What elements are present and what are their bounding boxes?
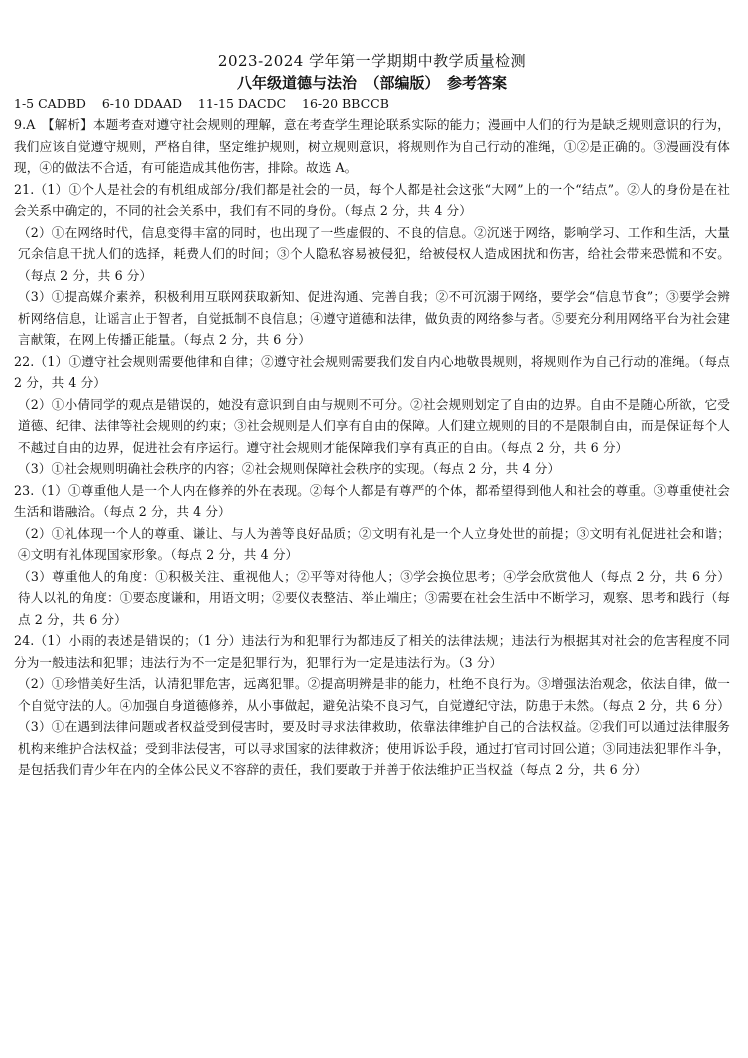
page-subtitle: 八年级道德与法治 （部编版） 参考答案 <box>236 74 507 92</box>
answer-23-2: （2）①礼体现一个人的尊重、谦让、与人为善等良好品质；②文明有礼是一个人立身处世的前提；③文明有礼促进社会和谐；④文明有礼体现国家形象。（每点 2 分，共 4 分） <box>18 525 730 562</box>
multiple-choice-answers: 1-5 CADBD 6-10 DDAAD 11-15 DACDC 16-20 BBCCB <box>14 96 389 111</box>
answer-24-1: 24.（1）小雨的表述是错误的；（1 分）违法行为和犯罪行为都违反了相关的法律法规；违法行为根据其对社会的危害程度不同分为一般违法和犯罪；违法行为不一定是犯罪行为，犯罪行为一定是违法行为。（3 分） <box>14 633 730 670</box>
answer-9: 9.A 【解析】本题考查对遵守社会规则的理解，意在考查学生理论联系实际的能力；漫画中人们的行为是缺乏规则意识的行为，我们应该自觉遵守规则，严格自律，坚定维护规则，树立规则意识，将规则作为自己行动的准绳，①②是正确的。③漫画没有体现，④的做法不合适，有可能造成其他伤害，排除。故选 A。 <box>14 117 730 175</box>
answer-22-1: 22.（1）①遵守社会规则需要他律和自律；②遵守社会规则需要我们发自内心地敬畏规则，将规则作为自己行动的准绳。（每点 2 分，共 4 分） <box>14 353 730 390</box>
answer-22-3: （3）①社会规则明确社会秩序的内容；②社会规则保障社会秩序的实现。（每点 2 分，共 4 分） <box>18 461 561 476</box>
page-title: 2023-2024 学年第一学期期中教学质量检测 <box>217 52 527 70</box>
answer-24-3: （3）①在遇到法律问题或者权益受到侵害时，要及时寻求法律救助，依靠法律维护自己的合法权益。②我们可以通过法律服务机构来维护合法权益；受到非法侵害，可以寻求国家的法律救济；使用诉讼手段，通过打官司讨回公道；③同违法犯罪作斗争，是包括我们青少年在内的全体公民义不容辞的责任，我们要敢于并善于依法维护正当权益（每点 2 分，共 6 分） <box>18 719 730 777</box>
answer-23-3: （3）尊重他人的角度：①积极关注、重视他人；②平等对待他人；③学会换位思考；④学会欣赏他人（每点 2 分，共 6 分）待人以礼的角度：①要态度谦和，用语文明；②要仪表整洁、举止端庄；③需要在社会生活中不断学习，观察、思考和践行（每点 2 分，共 6 分） <box>18 568 730 627</box>
answer-21-1: 21.（1）①个人是社会的有机组成部分/我们都是社会的一员，每个人都是社会这张“大网”上的一个“结点”。②人的身份是在社会关系中确定的，不同的社会关系中，我们有不同的身份。（每点 2 分，共 4 分） <box>14 181 730 218</box>
answer-24-2: （2）①珍惜美好生活，认清犯罪危害，远离犯罪。②提高明辨是非的能力，杜绝不良行为。③增强法治观念，依法自律，做一个自觉守法的人。④加强自身道德修养，从小事做起，避免沾染不良习气，自觉遵纪守法，防患于未然。（每点 2 分，共 6 分） <box>18 676 730 713</box>
answer-23-1: 23.（1）①尊重他人是一个人内在修养的外在表现。②每个人都是有尊严的个体，都希望得到他人和社会的尊重。③尊重使社会生活和谐融洽。（每点 2 分，共 4 分） <box>14 482 730 519</box>
answer-21-3: （3）①提高媒介素养，积极利用互联网获取新知、促进沟通、完善自我；②不可沉溺于网络，要学会“信息节食”；③要学会辨析网络信息，让谣言止于智者，自觉抵制不良信息；④遵守道德和法律，做负责的网络参与者。⑤要充分利用网络平台为社会建言献策，在网上传播正能量。（每点 2 分，共 6 分） <box>18 289 730 347</box>
answer-22-2: （2）①小倩同学的观点是错误的，她没有意识到自由与规则不可分。②社会规则划定了自由的边界。自由不是随心所欲，它受道德、纪律、法律等社会规则的约束；③社会规则是人们享有自由的保障。人们建立规则的目的不是限制自由，而是保证每个人不越过自由的边界，促进社会有序运行。遵守社会规则才能保障我们享有真正的自由。（每点 2 分，共 6 分） <box>18 396 730 455</box>
answer-21-2: （2）①在网络时代，信息变得丰富的同时，也出现了一些虚假的、不良的信息。②沉迷于网络，影响学习、工作和生活，大量冗余信息干扰人们的选择，耗费人们的时间；③个人隐私容易被侵犯，给被侵权人造成困扰和伤害，给社会带来恐慌和不安。（每点 2 分，共 6 分） <box>18 224 730 283</box>
